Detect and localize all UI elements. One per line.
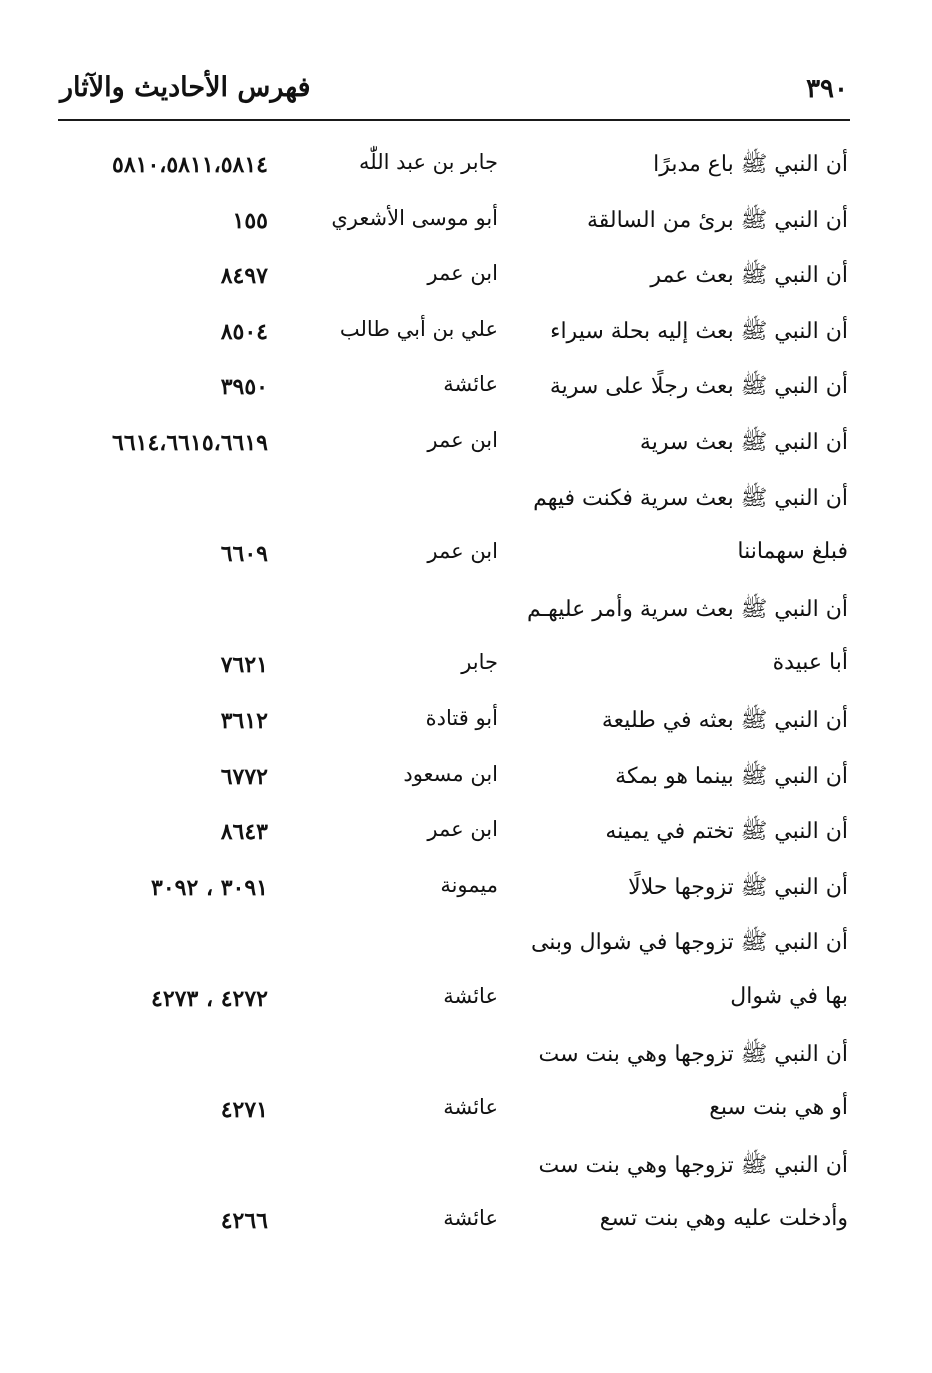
hadith-numbers: ٤٢٧٢ ، ٤٢٧٣ xyxy=(151,985,268,1012)
hadith-text: أن النبي ﷺ بعث إليه بحلة سيراء xyxy=(550,318,848,344)
hadith-text: أن النبي ﷺ بعثه في طليعة xyxy=(601,707,848,733)
hadith-numbers: ١٥٥ xyxy=(232,207,268,234)
index-row xyxy=(0,918,932,974)
index-row xyxy=(0,529,932,585)
narrator-name: عائشة xyxy=(443,1206,498,1231)
narrator-name: ابن عمر xyxy=(427,817,498,842)
header-divider xyxy=(58,119,850,121)
index-row xyxy=(0,474,932,530)
hadith-numbers: ٨٥٠٤ xyxy=(220,318,268,345)
hadith-numbers: ٣٩٥٠ xyxy=(220,374,268,401)
index-row xyxy=(0,863,932,919)
hadith-text: أبا عبيدة xyxy=(772,650,848,676)
hadith-text: أن النبي ﷺ تزوجها في شوال وبنى xyxy=(530,930,848,956)
hadith-text: أن النبي ﷺ باع مدبرًا xyxy=(653,152,848,177)
index-row xyxy=(0,1196,932,1252)
index-row xyxy=(0,585,932,641)
narrator-name: أبو قتادة xyxy=(425,705,498,730)
narrator-name: جابر بن عبد اللّٰه xyxy=(358,150,498,174)
hadith-numbers: ٨٦٤٣ xyxy=(220,819,268,846)
page-title: فهرس الأحاديث والآثار xyxy=(60,72,311,103)
narrator-name: جابر xyxy=(461,650,498,675)
index-row xyxy=(0,752,932,808)
page-number: ٣٩٠ xyxy=(806,74,848,104)
index-row xyxy=(0,696,932,752)
hadith-text: أن النبي ﷺ تزوجها حلالًا xyxy=(628,874,848,900)
hadith-numbers: ٤٢٦٦ xyxy=(220,1208,268,1235)
index-row xyxy=(0,640,932,696)
index-row xyxy=(0,418,932,474)
narrator-name: ابن عمر xyxy=(427,427,498,452)
hadith-numbers: ٨٤٩٧ xyxy=(220,263,268,290)
hadith-numbers: ٥٨١٠،٥٨١١،٥٨١٤ xyxy=(112,152,268,178)
narrator-name: عائشة xyxy=(443,983,498,1008)
hadith-numbers: ٧٦٢١ xyxy=(220,652,268,679)
index-row xyxy=(0,362,932,418)
hadith-numbers: ٦٦٠٩ xyxy=(220,541,268,568)
hadith-text: أن النبي ﷺ بينما هو بمكة xyxy=(615,763,848,789)
hadith-numbers: ٤٢٧١ xyxy=(220,1097,268,1124)
hadith-text: أن النبي ﷺ بعث رجلًا على سرية xyxy=(549,374,848,400)
index-row xyxy=(0,1141,932,1197)
index-row xyxy=(0,251,932,307)
index-row xyxy=(0,1030,932,1086)
hadith-numbers: ٦٧٧٢ xyxy=(220,763,268,790)
hadith-numbers: ٦٦١٤،٦٦١٥،٦٦١٩ xyxy=(112,429,268,456)
hadith-text: بها في شوال xyxy=(730,983,848,1009)
narrator-name: ابن عمر xyxy=(427,539,498,564)
hadith-text: فبلغ سهماننا xyxy=(737,539,848,565)
hadith-index-list xyxy=(0,140,932,1252)
narrator-name: علي بن أبي طالب xyxy=(339,316,498,341)
hadith-text: أن النبي ﷺ بعث سرية وأمر عليهـم xyxy=(527,596,848,622)
hadith-text: أن النبي ﷺ بعث سرية فكنت فيهم xyxy=(533,485,848,511)
narrator-name: ابن عمر xyxy=(427,261,498,286)
hadith-text: أن النبي ﷺ برئ من السالقة xyxy=(586,207,848,233)
narrator-name: عائشة xyxy=(443,1095,498,1120)
hadith-numbers: ٣٦١٢ xyxy=(220,707,268,734)
index-row xyxy=(0,807,932,863)
narrator-name: ابن مسعود xyxy=(403,761,498,786)
index-row xyxy=(0,307,932,363)
hadith-text: أن النبي ﷺ بعث سرية xyxy=(639,429,848,455)
hadith-text: أو هي بنت سبع xyxy=(709,1095,848,1121)
index-row xyxy=(0,974,932,1030)
index-row xyxy=(0,196,932,252)
hadith-text: أن النبي ﷺ تزوجها وهي بنت ست xyxy=(538,1152,848,1178)
narrator-name: أبو موسى الأشعري xyxy=(331,205,498,230)
page-header xyxy=(60,62,848,122)
narrator-name: عائشة xyxy=(443,372,498,397)
index-row xyxy=(0,140,932,196)
index-row xyxy=(0,1085,932,1141)
hadith-text: أن النبي ﷺ تختم في يمينه xyxy=(605,819,848,845)
hadith-text: أن النبي ﷺ بعث عمر xyxy=(650,263,848,289)
narrator-name: ميمونة xyxy=(440,872,498,897)
hadith-text: وأدخلت عليه وهي بنت تسع xyxy=(599,1206,848,1232)
hadith-numbers: ٣٠٩١ ، ٣٠٩٢ xyxy=(151,874,268,901)
hadith-text: أن النبي ﷺ تزوجها وهي بنت ست xyxy=(538,1041,848,1067)
